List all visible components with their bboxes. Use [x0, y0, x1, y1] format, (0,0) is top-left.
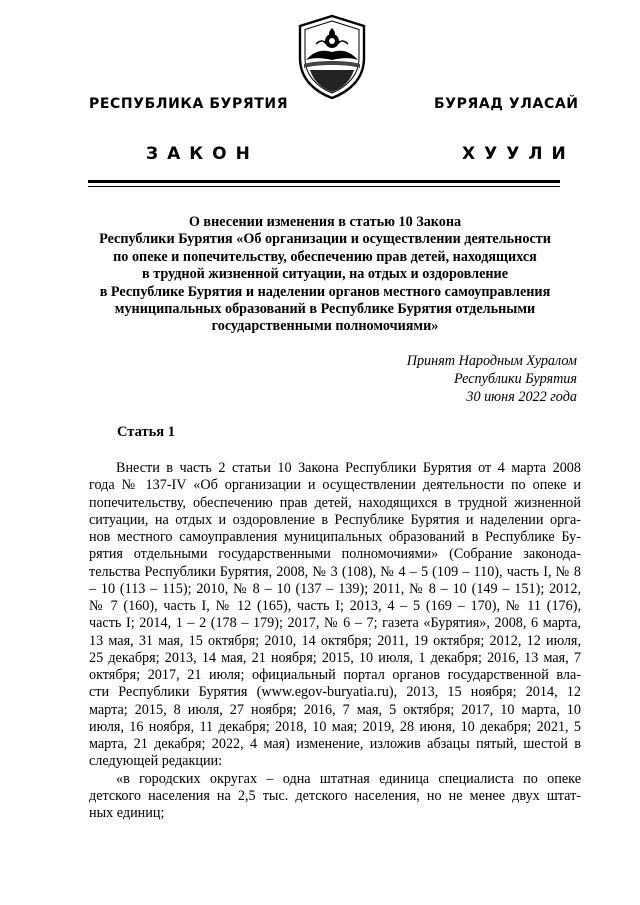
title-line: по опеке и попечительству, обеспечению прав детей, находящихся: [113, 248, 537, 265]
adoption-note: [300, 352, 577, 406]
body-line: 25 декабря; 2013, 14 мая, 21 ноября; 2015, 10 июля, 1 декабря; 2016, 13 мая, 7: [89, 649, 581, 666]
adoption-date: 30 июня 2022 года: [466, 389, 577, 405]
article-body: [89, 460, 581, 822]
body-line: часть I; 2014, 1 – 2 (178 – 179); 2017, № 6 – 7; газета «Бурятия», 2008, 6 марта,: [89, 615, 581, 632]
header-divider-thick: [88, 180, 560, 183]
title-line: в Республике Бурятия и наделении органов местного самоуправления: [99, 283, 551, 300]
body-line: 13 мая, 31 мая, 15 октября; 2010, 14 октября; 2011, 19 октября; 2012, 12 июля,: [89, 632, 581, 649]
title-line: О внесении изменения в статью 10 Закона: [188, 214, 462, 230]
body-line: ситуации, на отдых и оздоровление в Республике Бурятия и наделении орга-: [89, 511, 581, 528]
body-line: следующей редакции:: [89, 753, 223, 770]
body-line: попечительству, обеспечению прав детей, находящихся в трудной жизненной: [89, 494, 581, 511]
body-line: – 10 (113 – 115); 2010, № 8 – 10 (137 – 139); 2011, № 8 – 10 (149 – 151); 2012,: [89, 580, 581, 597]
body-line: октября; 2017, 21 июля; официальный портал органов государственной вла-: [89, 667, 581, 683]
body-line: марта, 21 декабря; 2022, 4 мая) изменение, изложив абзацы пятый, шестой в: [89, 736, 581, 752]
article-heading: Статья 1: [117, 424, 175, 440]
body-line: марта; 2015, 8 июля, 27 ноября; 2016, 7 мая, 5 октября; 2017, 10 марта, 10: [89, 701, 581, 718]
title-line: Республики Бурятия «Об организации и осуществлении деятельности: [99, 231, 551, 248]
law-label-russian: ЗАКОН: [146, 144, 259, 164]
body-line: Внести в часть 2 статьи 10 Закона Республики Бурятия от 4 марта 2008: [116, 460, 581, 476]
law-title: [80, 214, 570, 336]
body-line: нов местного самоуправления муниципальных образований в Республике Бу-: [89, 529, 581, 545]
title-line: государственными полномочиями»: [211, 318, 439, 335]
law-label-buryat: ХУУЛИ: [462, 144, 575, 164]
adoption-line: Принят Народным Хуралом: [406, 353, 577, 369]
body-line: «в городских округах – одна штатная единица специалиста по опеке: [116, 770, 581, 787]
body-line: ных единиц;: [89, 805, 165, 821]
body-line: рятия отдельными государственными полномочиями» (Собрание законода-: [89, 546, 581, 563]
adoption-line: Республики Бурятия: [453, 371, 577, 387]
body-line: тельства Республики Бурятия, 2008, № 3 (108), № 4 – 5 (109 – 110), часть I, № 8: [89, 563, 581, 580]
body-line: сти Республики Бурятия (www.egov-buryatia.ru), 2013, 15 ноября; 2014, 12: [89, 684, 581, 701]
title-line: муниципальных образований в Республике Бурятия отдельными: [114, 301, 536, 318]
body-line: июля, 16 ноября, 11 декабря; 2018, 10 мая; 2019, 28 июня, 10 декабря; 2021, 5: [89, 718, 581, 735]
body-line: детского населения на 2,5 тыс. детского населения, но не менее двух штат-: [89, 787, 581, 804]
header-divider-thin: [88, 186, 560, 187]
coat-of-arms-emblem-icon: [294, 14, 370, 100]
republic-name-russian: РЕСПУБЛИКА БУРЯТИЯ: [89, 96, 289, 112]
body-line: № 7 (160), часть I, № 12 (165), часть I; 2013, 4 – 5 (169 – 170), № 11 (176),: [89, 598, 581, 614]
republic-name-buryat: БУРЯАД УЛАСАЙ: [434, 96, 579, 112]
body-line: года № 137-IV «Об организации и осуществлении деятельности по опеке и: [89, 477, 581, 494]
title-line: в трудной жизненной ситуации, на отдых и оздоровление: [141, 266, 509, 283]
